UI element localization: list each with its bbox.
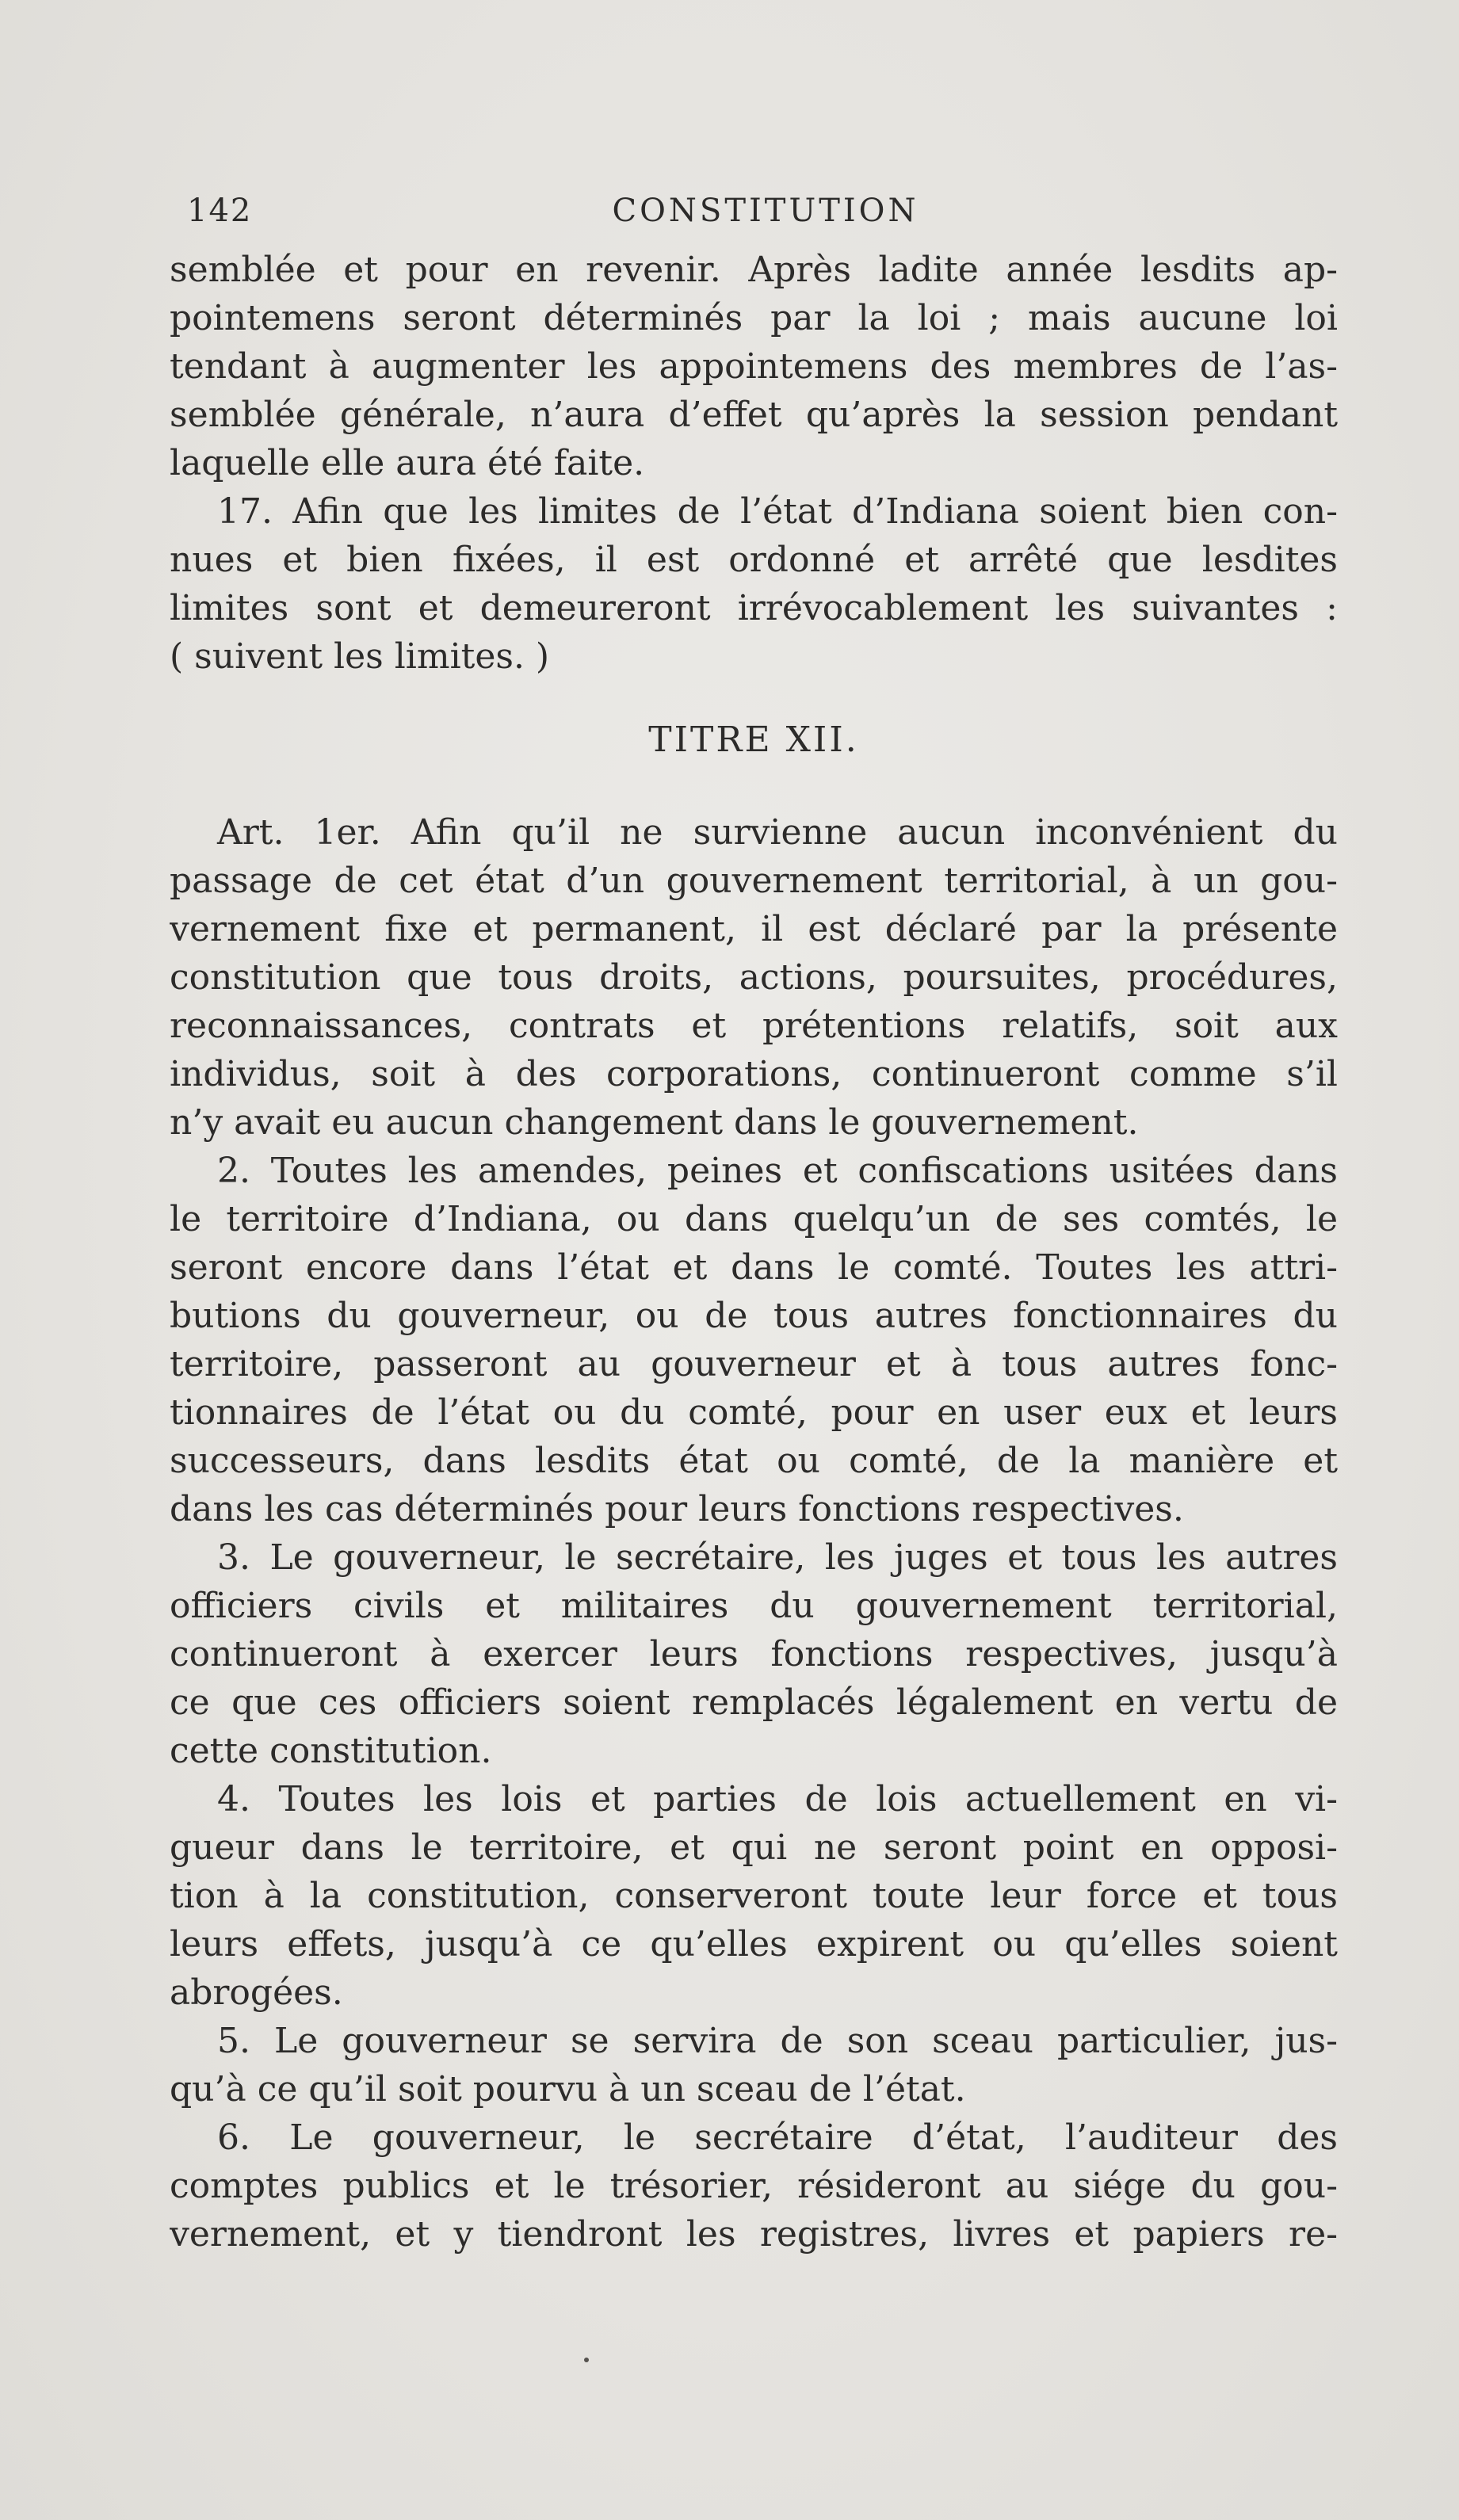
page-number: 142 (187, 193, 253, 229)
text-line: qu’à ce qu’il soit pourvu à un sceau de l’état. (170, 2069, 966, 2110)
text-line: 3. Le gouverneur, le secrétaire, les juges et tous les autres (217, 1537, 1338, 1578)
text-line: reconnaissances, contrats et prétentions relatifs, soit aux (170, 1006, 1338, 1046)
text-line: officiers civils et militaires du gouvernement territorial, (170, 1586, 1338, 1626)
text-line: continueront à exercer leurs fonctions respectives, jusqu’à (170, 1634, 1338, 1674)
text-line: laquelle elle aura été faite. (170, 443, 645, 483)
text-line: 17. Afin que les limites de l’état d’Indiana soient bien con- (217, 491, 1338, 532)
text-line: seront encore dans l’état et dans le comté. Toutes les attri- (170, 1247, 1338, 1288)
text-line: semblée et pour en revenir. Après ladite année lesdits ap- (170, 250, 1338, 290)
text-line: 6. Le gouverneur, le secrétaire d’état, l’auditeur des (217, 2117, 1338, 2158)
text-line: le territoire d’Indiana, ou dans quelqu’un de ses comtés, le (170, 1199, 1338, 1239)
ink-speck (584, 2358, 589, 2362)
text-line: n’y avait eu aucun changement dans le gouvernement. (170, 1102, 1139, 1143)
text-line: Art. 1er. Afin qu’il ne survienne aucun inconvénient du (217, 812, 1338, 853)
text-line: nues et bien fixées, il est ordonné et arrêté que lesdites (170, 540, 1338, 580)
text-line: vernement fixe et permanent, il est déclaré par la présente (170, 909, 1338, 949)
text-line: 4. Toutes les lois et parties de lois actuellement en vi- (217, 1779, 1338, 1819)
text-line: semblée générale, n’aura d’effet qu’après la session pendant (170, 395, 1338, 435)
text-line: gueur dans le territoire, et qui ne seront point en opposi- (170, 1827, 1338, 1868)
text-line: leurs effets, jusqu’à ce qu’elles expirent ou qu’elles soient (170, 1924, 1338, 1964)
text-line: individus, soit à des corporations, continueront comme s’il (170, 1054, 1338, 1094)
text-line: dans les cas déterminés pour leurs fonctions respectives. (170, 1489, 1184, 1529)
text-line: tendant à augmenter les appointemens des membres de l’as- (170, 346, 1338, 387)
text-line: ce que ces officiers soient remplacés légalement en vertu de (170, 1682, 1338, 1723)
text-block-2 (170, 808, 1338, 2258)
section-heading: TITRE XII. (648, 720, 859, 760)
page-header (187, 193, 1344, 240)
text-line: passage de cet état d’un gouvernement territorial, à un gou- (170, 861, 1338, 901)
text-line: tionnaires de l’état ou du comté, pour en user eux et leurs (170, 1392, 1338, 1433)
text-line: tion à la constitution, conserveront toute leur force et tous (170, 1876, 1338, 1916)
text-line: territoire, passeront au gouverneur et à tous autres fonc- (170, 1344, 1338, 1384)
text-line: vernement, et y tiendront les registres, livres et papiers re- (170, 2214, 1338, 2255)
running-title: CONSTITUTION (612, 193, 919, 229)
text-line: 2. Toutes les amendes, peines et confiscations usitées dans (217, 1151, 1338, 1191)
text-line: successeurs, dans lesdits état ou comté, de la manière et (170, 1441, 1338, 1481)
text-line: pointemens seront déterminés par la loi ; mais aucune loi (170, 298, 1338, 338)
text-line: cette constitution. (170, 1731, 492, 1771)
text-line: limites sont et demeureront irrévocablement les suivantes : (170, 588, 1338, 628)
text-line: ( suivent les limites. ) (170, 636, 550, 677)
text-line: constitution que tous droits, actions, poursuites, procédures, (170, 957, 1338, 998)
text-line: abrogées. (170, 1972, 343, 2013)
text-block-1 (170, 246, 1338, 681)
text-line: butions du gouverneur, ou de tous autres fonctionnaires du (170, 1296, 1338, 1336)
text-line: comptes publics et le trésorier, résideront au siége du gou- (170, 2166, 1338, 2206)
text-line: 5. Le gouverneur se servira de son sceau particulier, jus- (217, 2021, 1338, 2061)
